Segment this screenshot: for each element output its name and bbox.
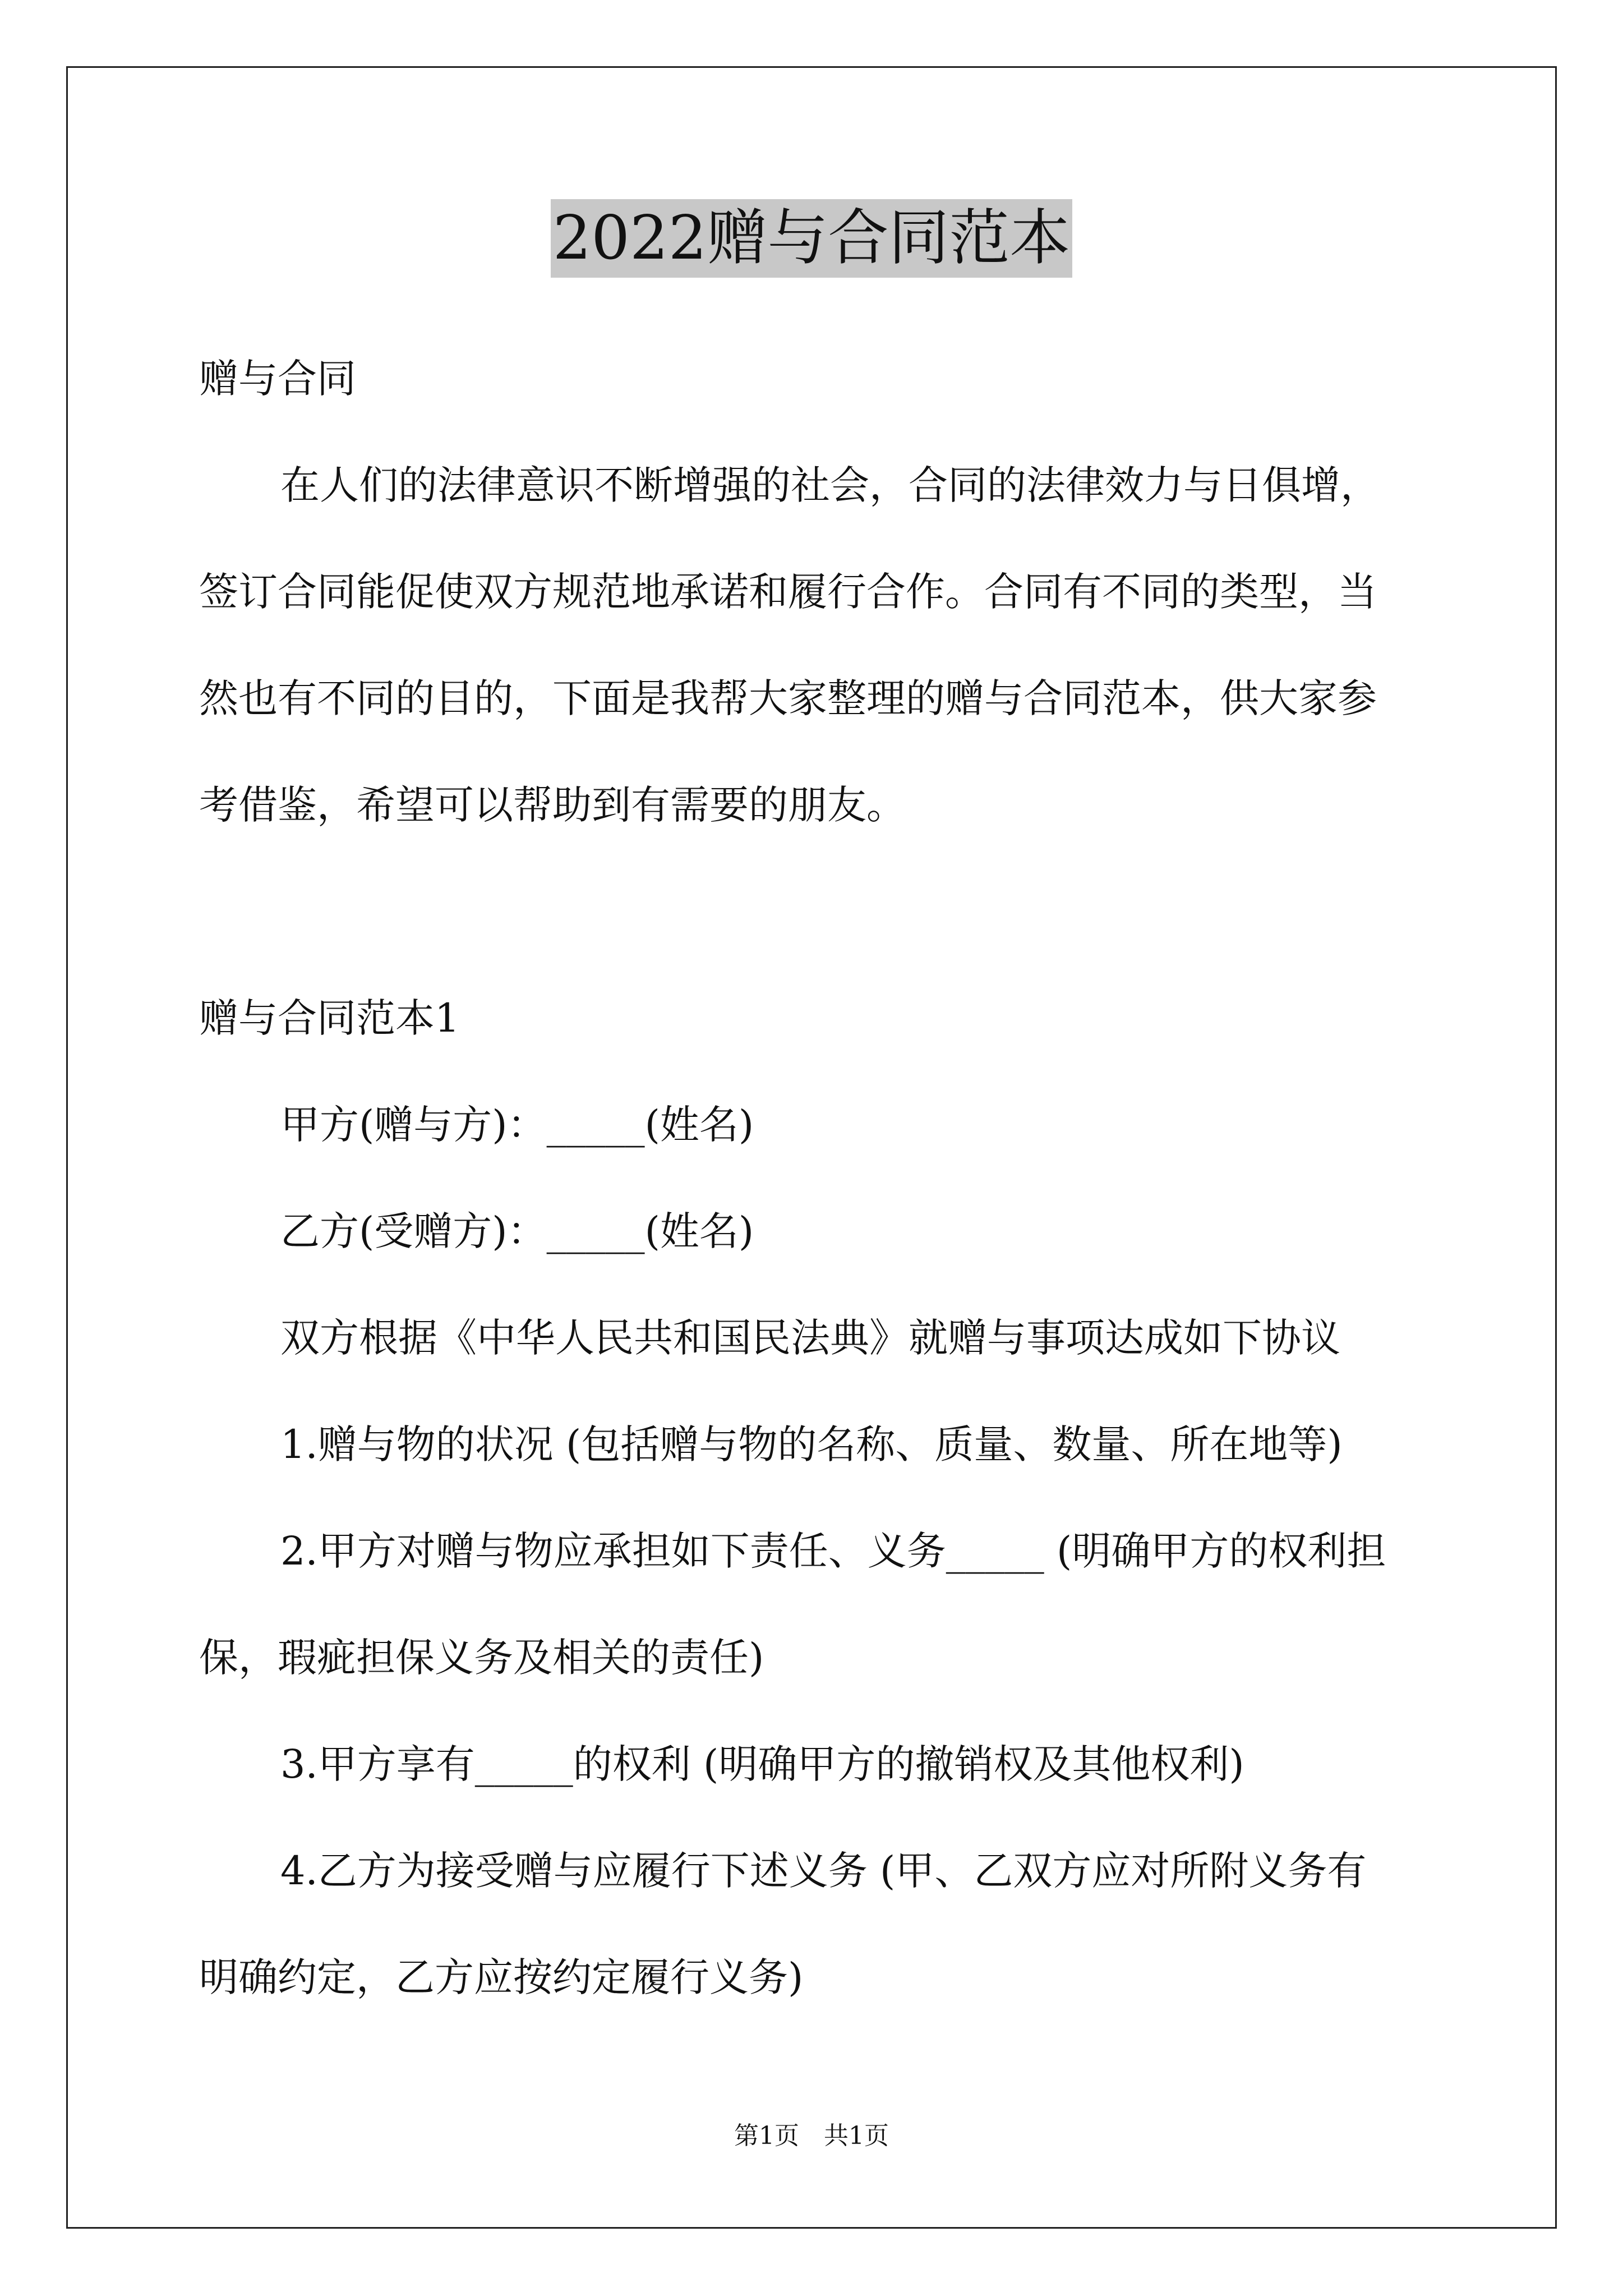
paragraph-line: 明确约定，乙方应按约定履行义务) bbox=[199, 1954, 804, 2000]
paragraph-line: 保，瑕疵担保义务及相关的责任) bbox=[199, 1635, 764, 1681]
paragraph-line: 1.赠与物的状况 (包括赠与物的名称、质量、数量、所在地等) bbox=[280, 1421, 1343, 1467]
paragraph-line: 2.甲方对赠与物应承担如下责任、义务_____ (明确甲方的权利担 bbox=[280, 1528, 1386, 1574]
paragraph-line: 考借鉴，希望可以帮助到有需要的朋友。 bbox=[199, 782, 906, 828]
paragraph-line: 双方根据《中华人民共和国民法典》就赠与事项达成如下协议 bbox=[280, 1315, 1340, 1361]
paragraph-line: 赠与合同 bbox=[199, 356, 356, 402]
page-footer: 第1页 共1页 bbox=[734, 2122, 889, 2150]
paragraph-line: 乙方(受赠方)：_____(姓名) bbox=[280, 1208, 754, 1254]
title-container bbox=[0, 199, 1623, 278]
paragraph-line: 签订合同能促使双方规范地承诺和履行合作。合同有不同的类型，当 bbox=[199, 569, 1377, 615]
paragraph-line: 在人们的法律意识不断增强的社会，合同的法律效力与日俱增， bbox=[280, 462, 1380, 508]
paragraph-line: 赠与合同范本1 bbox=[199, 995, 460, 1041]
paragraph-line: 然也有不同的目的，下面是我帮大家整理的赠与合同范本，供大家参 bbox=[199, 675, 1377, 721]
paragraph-line: 4.乙方为接受赠与应履行下述义务 (甲、乙双方应对所附义务有 bbox=[280, 1848, 1367, 1894]
document-title: 2022赠与合同范本 bbox=[551, 199, 1073, 278]
paragraph-line: 3.甲方享有_____的权利 (明确甲方的撤销权及其他权利) bbox=[280, 1741, 1244, 1787]
paragraph-line: 甲方(赠与方)：_____(姓名) bbox=[280, 1102, 754, 1148]
